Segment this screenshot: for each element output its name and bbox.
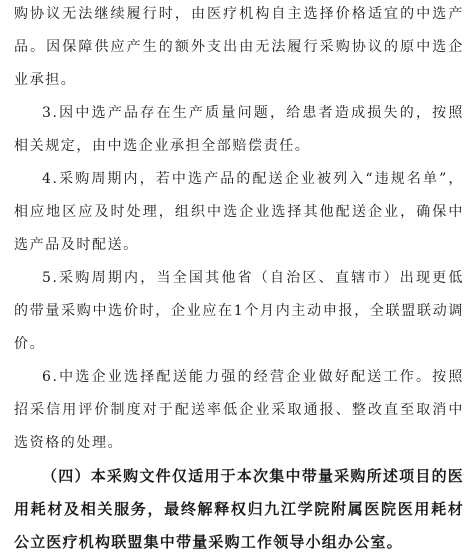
paragraph-item-4: 4.采购周期内，若中选产品的配送企业被列入“违规名单”，相应地区应及时处理，组织中选企业选择其他配送企业，确保中选产品及时配送。 <box>14 171 464 253</box>
paragraph-continuation: 购协议无法继续履行时，由医疗机构自主选择价格适宜的中选产品。因保障供应产生的额外支出由无法履行采购协议的原中选企业承担。 <box>14 6 464 88</box>
paragraph-item-6: 6.中选企业选择配送能力强的经营企业做好配送工作。按照招采信用评价制度对于配送率低企业采取通报、整改直至取消中选资格的处理。 <box>14 369 464 451</box>
paragraph-section-4: （四）本采购文件仅适用于本次集中带量采购所述项目的医用耗材及相关服务，最终解释权归九江学院附属医院医用耗材公立医疗机构联盟集中带量采购工作领导小组办公室。 <box>14 467 464 551</box>
paragraph-item-3: 3.因中选产品存在生产质量问题，给患者造成损失的，按照相关规定，由中选企业承担全部赔偿责任。 <box>14 105 464 154</box>
paragraph-item-5: 5.采购周期内，当全国其他省（自治区、直辖市）出现更低的带量采购中选价时，企业应在1个月内主动申报，全联盟联动调价。 <box>14 270 464 352</box>
